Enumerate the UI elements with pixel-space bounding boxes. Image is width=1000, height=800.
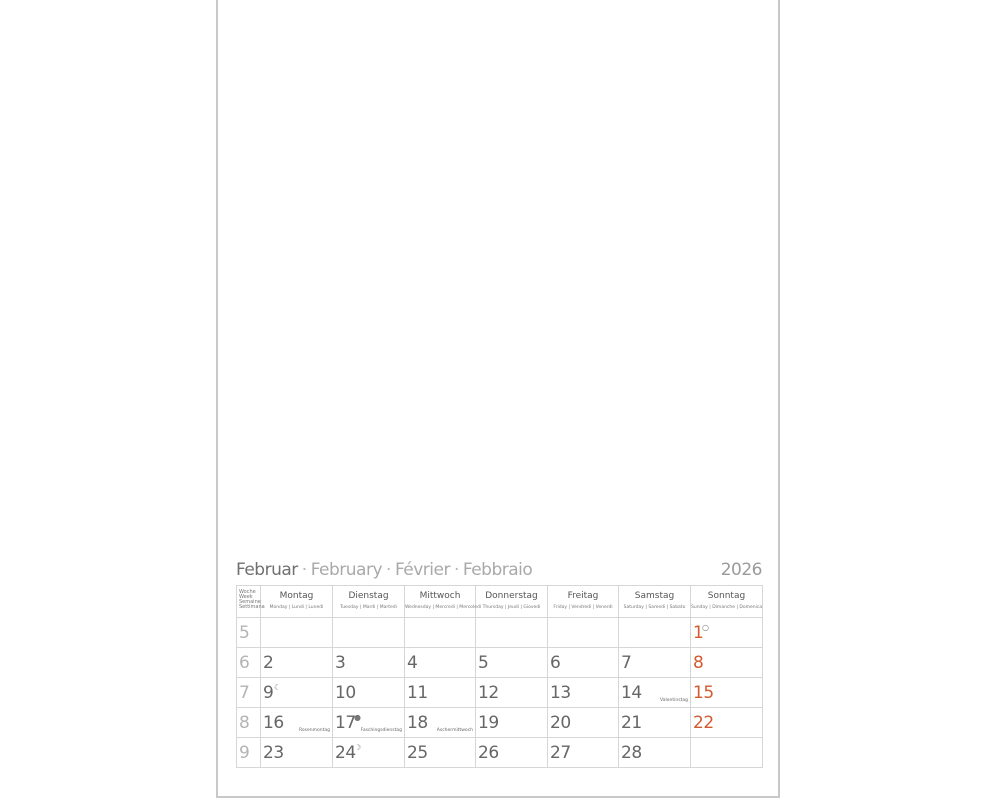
weekday-header-friday: Freitag Friday | Vendredi | Venerdì [548,586,619,618]
day-cell-empty [261,618,333,648]
day-cell-empty [333,618,405,648]
day-number: 18 [407,713,428,733]
weekday-header-monday: Montag Monday | Lundi | Lunedì [261,586,333,618]
year: 2026 [720,560,762,580]
day-number: 8 [693,653,704,673]
day-number: 11 [407,683,428,703]
day-cell [691,648,763,678]
day-cell [261,648,333,678]
day-number: 16 [263,713,284,733]
weekday-header-tuesday: Dienstag Tuesday | Mardi | Martedì [333,586,405,618]
week-label-it: Settimana [239,604,265,610]
day-number: 23 [263,743,284,763]
day-cell [405,678,476,708]
day-number: 10 [335,683,356,703]
week-row [237,678,763,708]
holiday-label: Faschingsdienstag [360,728,402,733]
day-cell [691,708,763,738]
day-number: 28 [621,743,642,763]
day-cell [261,738,333,768]
day-cell [548,678,619,708]
week-number: 5 [239,623,250,643]
week-row [237,618,763,648]
week-number: 8 [239,713,250,733]
day-cell [405,708,476,738]
day-cell [619,708,691,738]
day-cell [476,738,548,768]
first-quarter-moon-icon: ☽ [354,743,362,752]
week-number-cell [237,648,261,678]
month-english: February [310,560,383,580]
day-number: 2 [263,653,274,673]
day-cell [476,648,548,678]
calendar-title-row [236,558,762,584]
week-number: 9 [239,743,250,763]
day-number: 22 [693,713,714,733]
month-title [236,560,532,580]
weekday-header-sunday: Sonntag Sunday | Dimanche | Domenica [691,586,763,618]
week-label-fr: Semaine [239,599,261,605]
day-number: 15 [693,683,714,703]
month-italian: Febbraio [462,560,533,580]
day-number: 3 [335,653,346,673]
day-cell-empty [405,618,476,648]
week-column-header [237,586,265,618]
day-number: 25 [407,743,428,763]
day-number: 1 [693,623,704,643]
day-cell [691,678,763,708]
week-number: 6 [239,653,250,673]
day-cell [333,708,405,738]
day-cell [619,738,691,768]
weekday-header-saturday: Samstag Saturday | Samedi | Sabato [619,586,691,618]
day-cell [548,738,619,768]
day-cell-empty [476,618,548,648]
day-cell [476,678,548,708]
day-number: 4 [407,653,418,673]
day-number: 21 [621,713,642,733]
calendar-grid [236,585,763,768]
day-cell [548,648,619,678]
week-number-cell [237,738,261,768]
full-moon-icon: ○ [702,623,709,632]
day-number: 6 [550,653,561,673]
day-cell [548,708,619,738]
holiday-label: Rosenmontag [298,728,330,733]
day-number: 26 [478,743,499,763]
day-cell [619,678,691,708]
last-quarter-moon-icon: ☾ [274,683,282,692]
day-cell-empty [548,618,619,648]
month-french: Février [394,560,450,580]
day-number: 27 [550,743,571,763]
week-number: 7 [239,683,250,703]
day-number: 12 [478,683,499,703]
week-row [237,708,763,738]
day-cell [691,618,763,648]
day-number: 24 [335,743,356,763]
day-cell [476,708,548,738]
day-cell [333,738,405,768]
weekday-header-wednesday: Mittwoch Wednesday | Mercredi | Mercoledì [405,586,476,618]
day-cell [405,738,476,768]
new-moon-icon: ● [354,713,361,722]
day-number: 20 [550,713,571,733]
week-row [237,648,763,678]
day-cell [619,648,691,678]
day-cell [333,648,405,678]
day-number: 9 [263,683,274,703]
holiday-label: Valentinstag [660,698,688,703]
day-number: 13 [550,683,571,703]
day-cell [261,708,333,738]
separator: · [301,560,307,580]
day-cell [333,678,405,708]
day-cell-empty [619,618,691,648]
separator: · [453,560,459,580]
week-number-cell [237,618,261,648]
holiday-label: Aschermittwoch [436,728,473,733]
day-number: 19 [478,713,499,733]
photo-area [218,0,778,555]
separator: · [386,560,391,580]
day-number: 7 [621,653,632,673]
week-number-cell [237,708,261,738]
day-number: 5 [478,653,489,673]
day-number: 14 [621,683,642,703]
weekday-header-row [237,586,763,618]
day-cell [261,678,333,708]
month-german: Februar [236,560,298,580]
week-label-de: Woche [239,589,256,595]
week-label-en: Week [239,594,253,600]
weekday-header-thursday: Donnerstag Thursday | Jeudi | Giovedì [476,586,548,618]
day-cell-empty [691,738,763,768]
day-number: 17 [335,713,356,733]
week-row [237,738,763,768]
day-cell [405,648,476,678]
week-number-cell [237,678,261,708]
